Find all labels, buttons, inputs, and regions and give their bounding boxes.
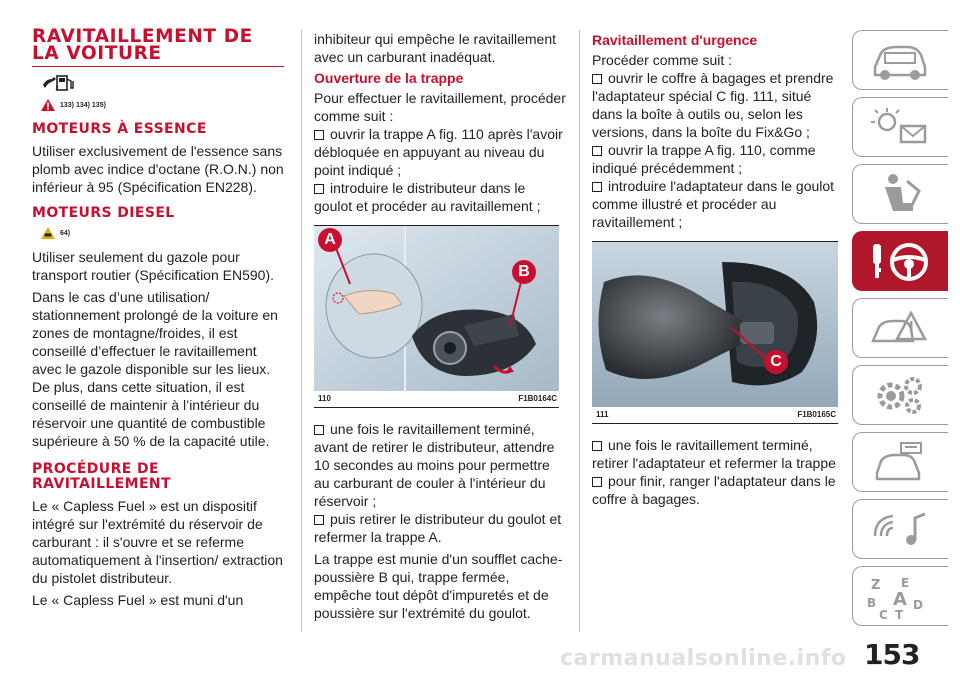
svg-text:A: A xyxy=(893,589,907,610)
essence-text: Utiliser exclusivement de l'essence sans plomb avec indice d'octane (R.O.N.) non inférieur à 95 (Spécification EN228). xyxy=(32,143,284,195)
bullet-box xyxy=(592,477,602,487)
callout-c: C xyxy=(764,350,788,374)
tab-index[interactable] xyxy=(852,566,948,626)
title-rule xyxy=(32,66,284,67)
warning-refs: 133) 134) 135) xyxy=(60,101,106,109)
open-door-heading: Ouverture de la trappe xyxy=(314,70,464,86)
column-divider-2 xyxy=(579,30,580,632)
list-item-text: une fois le ravitaillement terminé, retirer l'adaptateur et refermer la trappe xyxy=(592,437,836,471)
list-item-text: ouvrir la trappe A fig. 110 après l'avoir débloquée en appuyant au niveau du point indiqué ; xyxy=(314,126,563,178)
figure-110-caption xyxy=(314,391,559,407)
caution-triangle-icon xyxy=(40,226,56,240)
svg-text:T: T xyxy=(895,608,904,619)
svg-text:B: B xyxy=(867,596,877,610)
list-item xyxy=(592,69,844,141)
alphabetical-index-icon xyxy=(867,573,931,619)
car-dashboard-icon xyxy=(867,37,931,83)
column-divider-1 xyxy=(301,30,302,632)
svg-text:C: C xyxy=(879,608,888,619)
warning-lights-icon xyxy=(867,104,931,150)
bullet-box xyxy=(314,184,324,194)
emergency-refuel-heading: Ravitaillement d'urgence xyxy=(592,32,758,48)
bullet-box xyxy=(592,182,602,192)
tab-emergency[interactable] xyxy=(852,298,948,358)
svg-text:Z: Z xyxy=(871,578,881,593)
adapter-illustration xyxy=(592,242,838,407)
list-item-text: pour finir, ranger l'adaptateur dans le coffre à bagages. xyxy=(592,473,836,507)
procedure-heading-line1: PROCÉDURE DE xyxy=(32,461,159,477)
list-item xyxy=(592,472,844,508)
emergency-icon xyxy=(867,305,931,351)
figure-111-code: F1B0165C xyxy=(797,410,836,419)
page-title-line1: RAVITAILLEMENT DE xyxy=(32,26,253,47)
page-title-line2: LA VOITURE xyxy=(32,43,162,64)
emergency-intro: Procéder comme suit : xyxy=(592,52,733,68)
multimedia-icon xyxy=(867,506,931,552)
essence-heading: MOTEURS À ESSENCE xyxy=(32,121,207,137)
svg-text:E: E xyxy=(901,576,910,590)
warning-notes-row xyxy=(40,98,284,112)
list-item xyxy=(314,179,566,215)
tab-technical-data[interactable] xyxy=(852,432,948,492)
bullet-box xyxy=(314,515,324,525)
maintenance-gears-icon xyxy=(867,372,931,418)
tab-warning-lights[interactable] xyxy=(852,97,948,157)
figure-110-number: 110 xyxy=(318,394,331,403)
bullet-box xyxy=(592,146,602,156)
page-number: 153 xyxy=(864,638,920,671)
technical-data-icon xyxy=(867,439,931,485)
open-door-intro: Pour effectuer le ravitaillement, procéder comme suit : xyxy=(314,90,566,124)
list-item xyxy=(592,177,844,231)
list-item xyxy=(314,510,566,546)
diesel-paragraph-2: Dans le cas d’une utilisation/ stationnement prolongé de la voiture en zones de montagne/froides, il est conseillé d’effectuer le ravitaillement avec le gazole disponible sur les lieux. De plus, dans cette situation, il est conseillé de maintenir à l’intérieur du réservoir une quantité de combustible supérieure à 50 % de la capacité utile. xyxy=(32,289,278,449)
callout-a: A xyxy=(318,228,342,252)
procedure-paragraph-1: Le « Capless Fuel » est un dispositif intégré sur l'extrémité du réservoir de carburant : il s'ouvre et se referme automatiquement à l'insertion/ extraction du pistolet distributeur. xyxy=(32,498,283,586)
list-item-text: une fois le ravitaillement terminé, avant de retirer le distributeur, attendre 10 secondes au moins pour permettre au carburant de couler à l'intérieur du réservoir ; xyxy=(314,421,555,509)
list-item xyxy=(592,141,844,177)
list-item-text: introduire l'adaptateur dans le goulot comme illustré et procéder au ravitaillement ; xyxy=(592,178,835,230)
figure-111-caption xyxy=(592,407,838,423)
figure-111 xyxy=(592,241,838,424)
tab-dashboard[interactable] xyxy=(852,30,948,90)
diesel-ref: 64) xyxy=(60,229,71,237)
bullet-box xyxy=(592,74,602,84)
list-item xyxy=(314,125,566,179)
fuel-door-illustration xyxy=(314,226,559,391)
tab-safety[interactable] xyxy=(852,164,948,224)
list-item-text: ouvrir la trappe A fig. 110, comme indiqué précédemment ; xyxy=(592,142,816,176)
list-item-text: puis retirer le distributeur du goulot et refermer la trappe A. xyxy=(314,511,562,545)
bullet-box xyxy=(592,441,602,451)
fuel-station-icon xyxy=(42,73,284,96)
figure-110 xyxy=(314,225,559,408)
column-1 xyxy=(32,28,284,613)
procedure-heading xyxy=(32,462,284,492)
watermark: carmanualsonline.info xyxy=(560,646,847,671)
procedure-heading-line2: RAVITAILLEMENT xyxy=(32,476,171,492)
col2-continuation: inhibiteur qui empêche le ravitaillement avec un carburant inadéquat. xyxy=(314,31,557,65)
figure-111-number: 111 xyxy=(596,410,609,419)
tab-maintenance[interactable] xyxy=(852,365,948,425)
bullet-box xyxy=(314,130,324,140)
tab-multimedia[interactable] xyxy=(852,499,948,559)
column-2 xyxy=(314,30,566,626)
diesel-paragraph-1: Utiliser seulement du gazole pour transport routier (Spécification EN590). xyxy=(32,249,274,283)
bullet-box xyxy=(314,425,324,435)
list-item-text: introduire le distributeur dans le goulot et procéder au ravitaillement ; xyxy=(314,180,541,214)
svg-text:D: D xyxy=(913,598,923,612)
procedure-paragraph-2: Le « Capless Fuel » est muni d'un xyxy=(32,592,244,608)
list-item-text: ouvrir le coffre à bagages et prendre l'adaptateur spécial C fig. 111, situé dans la boîte à outils ou, selon les versions, dans la boîte du Fix&Go ; xyxy=(592,70,834,140)
list-item xyxy=(592,436,844,472)
page-title xyxy=(32,28,284,62)
list-item xyxy=(314,420,566,510)
tab-starting-driving[interactable] xyxy=(852,231,948,291)
caution-notes-row xyxy=(40,226,284,240)
col2-closing-paragraph: La trappe est munie d'un soufflet cache-poussière B qui, trappe fermée, empêche tout dépôt d'impuretés et de poussière sur l'extrémité du goulot. xyxy=(314,551,563,621)
callout-b: B xyxy=(512,260,536,284)
figure-110-code: F1B0164C xyxy=(518,394,557,403)
chapter-tabs xyxy=(852,30,948,633)
diesel-heading: MOTEURS DIESEL xyxy=(32,205,175,221)
warning-triangle-icon xyxy=(40,98,56,112)
column-3 xyxy=(592,30,844,512)
seat-safety-icon xyxy=(867,171,931,217)
steering-wheel-key-icon xyxy=(867,238,931,284)
